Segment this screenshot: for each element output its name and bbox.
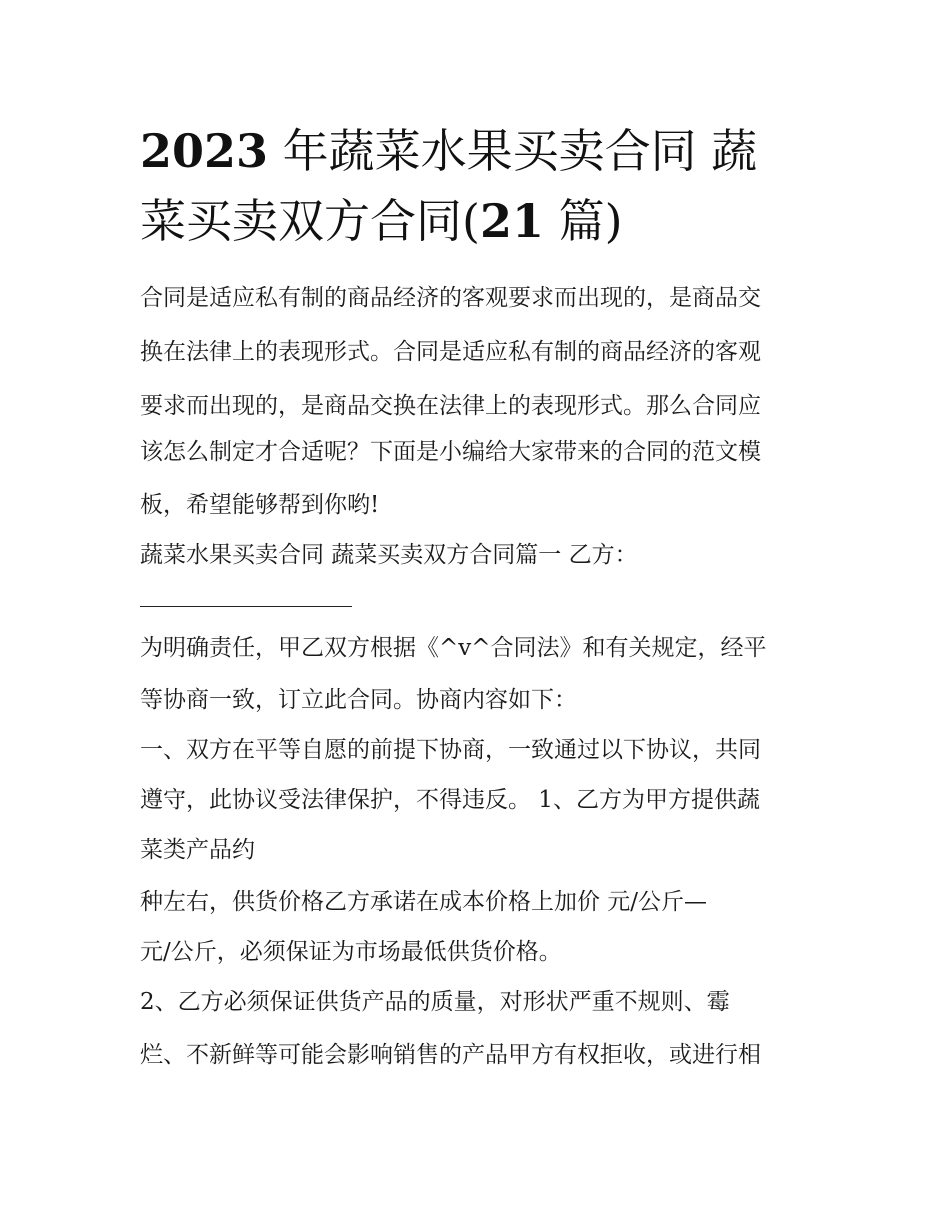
title-line1-text: 年蔬菜水果买卖合同 蔬 (268, 124, 758, 178)
paragraph-line: 2、乙方必须保证供货产品的质量，对形状严重不规则、霉 (140, 989, 730, 1015)
fill-in-blank-line (140, 606, 352, 607)
paragraph-line: 该怎么制定才合适呢？下面是小编给大家带来的合同的范文模 (140, 439, 761, 465)
paragraph-line: 菜类产品约 (140, 837, 255, 863)
paragraph-line: 板，希望能够帮到你哟! (140, 492, 380, 518)
title-line2-tail: 篇) (543, 194, 623, 248)
paragraph-line: 元/公斤，必须保证为市场最低供货价格。 (140, 939, 562, 965)
title-line2-text: 菜买卖双方合同( (140, 194, 480, 248)
paragraph-line: 换在法律上的表现形式。合同是适应私有制的商品经济的客观 (140, 339, 761, 365)
paragraph-line: 一、双方在平等自愿的前提下协商，一致通过以下协议，共同 (140, 737, 761, 763)
paragraph-line: 种左右，供货价格乙方承诺在成本价格上加价 元/公斤— (140, 889, 708, 915)
paragraph-line: 要求而出现的，是商品交换在法律上的表现形式。那么合同应 (140, 393, 761, 419)
title-year: 2023 (140, 124, 269, 178)
title-count: 21 (479, 194, 544, 248)
section-heading-line: 蔬菜水果买卖合同 蔬菜买卖双方合同篇一 乙方： (140, 542, 638, 568)
paragraph-line: 为明确责任，甲乙双方根据《^v^合同法》和有关规定，经平 (140, 635, 767, 661)
paragraph-line: 等协商一致，订立此合同。协商内容如下： (140, 687, 577, 713)
paragraph-line: 遵守，此协议受法律保护，不得违反。 1、乙方为甲方提供蔬 (140, 787, 760, 813)
paragraph-line: 烂、不新鲜等可能会影响销售的产品甲方有权拒收，或进行相 (140, 1042, 761, 1068)
document-title (140, 116, 820, 256)
paragraph-line: 合同是适应私有制的商品经济的客观要求而出现的，是商品交 (140, 285, 761, 311)
